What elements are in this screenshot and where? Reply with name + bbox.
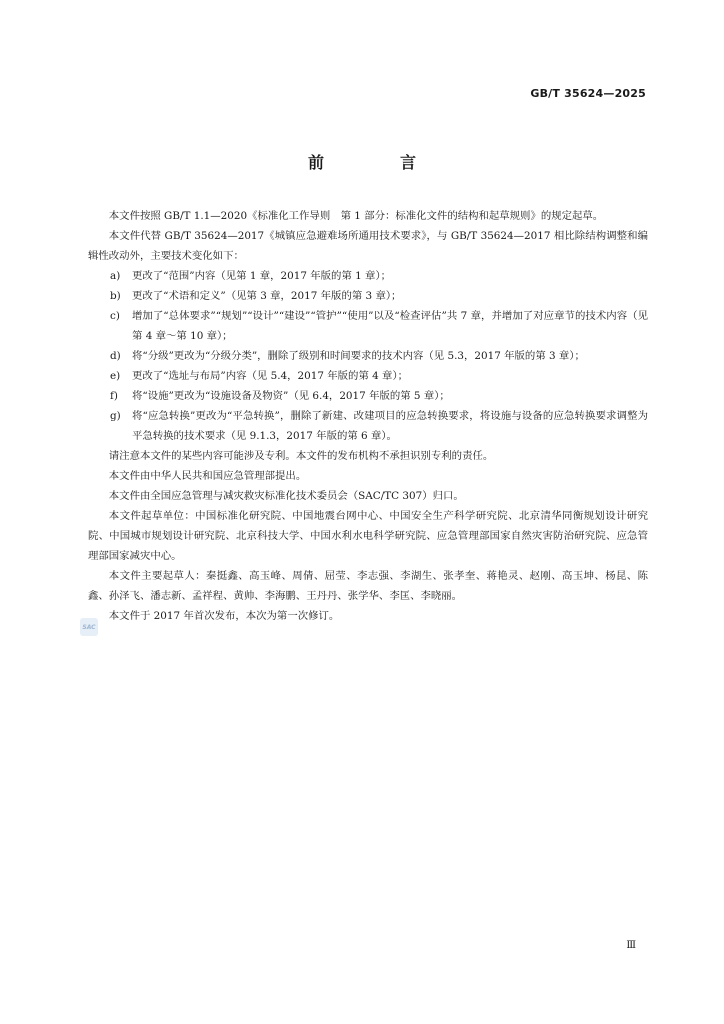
list-item-label: d) bbox=[110, 350, 121, 362]
list-item-text: 增加了“总体要求”“规划”“设计”“建设”“管护”“使用”以及“检查评估”共 7 章，并增加了对应章节的技术内容（见第 4 章～第 10 章）； bbox=[132, 310, 648, 342]
list-item bbox=[88, 346, 648, 366]
standard-code: GB/T 35624—2025 bbox=[530, 87, 646, 100]
list-item bbox=[88, 306, 648, 346]
page-number: Ⅲ bbox=[626, 940, 636, 951]
paragraph-drafting-organizations: 本文件起草单位：中国标准化研究院、中国地震台网中心、中国安全生产科学研究院、北京清华同衡规划设计研究院、中国城市规划设计研究院、北京科技大学、中国水利水电科学研究院、应急管理部国家自然灾害防治研究院、应急管理部国家减灾中心。 bbox=[88, 510, 648, 562]
list-item-label: c) bbox=[110, 310, 120, 322]
paragraph-proposer: 本文件由中华人民共和国应急管理部提出。 bbox=[108, 470, 307, 482]
paragraph-drafting-rules: 本文件按照 GB/T 1.1—2020《标准化工作导则 第 1 部分：标准化文件的结构和起草规则》的规定起草。 bbox=[108, 210, 604, 222]
paragraph-patent-notice: 请注意本文件的某些内容可能涉及专利。本文件的发布机构不承担识别专利的责任。 bbox=[108, 450, 494, 462]
list-item-text: 更改了“选址与布局”内容（见 5.4，2017 年版的第 4 章）； bbox=[132, 370, 409, 382]
list-item-label: e) bbox=[110, 370, 121, 382]
list-item-label: f) bbox=[110, 390, 118, 402]
paragraph-replacement: 本文件代替 GB/T 35624—2017《城镇应急避难场所通用技术要求》，与 GB/T 35624—2017 相比除结构调整和编辑性改动外，主要技术变化如下： bbox=[88, 230, 648, 262]
list-item-label: b) bbox=[110, 290, 121, 302]
list-item bbox=[88, 286, 648, 306]
list-item-text: 将“设施”更改为“设施设备及物资”（见 6.4，2017 年版的第 5 章）； bbox=[132, 390, 450, 402]
paragraph-drafters: 本文件主要起草人：秦挺鑫、高玉峰、周倩、屈莹、李志强、李湖生、张孝奎、蒋艳灵、赵刚、高玉坤、杨昆、陈鑫、孙泽飞、潘志新、孟祥程、黄帅、李海鹏、王丹丹、张学华、李匡、李晓丽。 bbox=[88, 570, 648, 602]
paragraph-publication-history: 本文件于 2017 年首次发布，本次为第一次修订。 bbox=[108, 610, 340, 622]
list-item bbox=[88, 386, 648, 406]
list-item bbox=[88, 366, 648, 386]
list-item-text: 更改了“范围”内容（见第 1 章，2017 年版的第 1 章）； bbox=[132, 270, 392, 282]
list-item bbox=[88, 406, 648, 446]
list-item-text: 更改了“术语和定义”（见第 3 章，2017 年版的第 3 章）； bbox=[132, 290, 402, 302]
document-body bbox=[88, 206, 648, 626]
list-item-text: 将“分级”更改为“分级分类”，删除了级别和时间要求的技术内容（见 5.3，2017 年版的第 3 章）； bbox=[132, 350, 585, 362]
paragraph-technical-committee: 本文件由全国应急管理与减灾救灾标准化技术委员会（SAC/TC 307）归口。 bbox=[108, 490, 464, 502]
list-item bbox=[88, 266, 648, 286]
list-item-text: 将“应急转换”更改为“平急转换”，删除了新建、改建项目的应急转换要求，将设施与设备的应急转换要求调整为平急转换的技术要求（见 9.1.3，2017 年版的第 6 章）。 bbox=[132, 410, 648, 442]
list-item-label: a) bbox=[110, 270, 121, 282]
sac-watermark-logo: SAC bbox=[80, 618, 98, 636]
page-title: 前 言 bbox=[307, 153, 446, 172]
list-item-label: g) bbox=[110, 410, 121, 422]
